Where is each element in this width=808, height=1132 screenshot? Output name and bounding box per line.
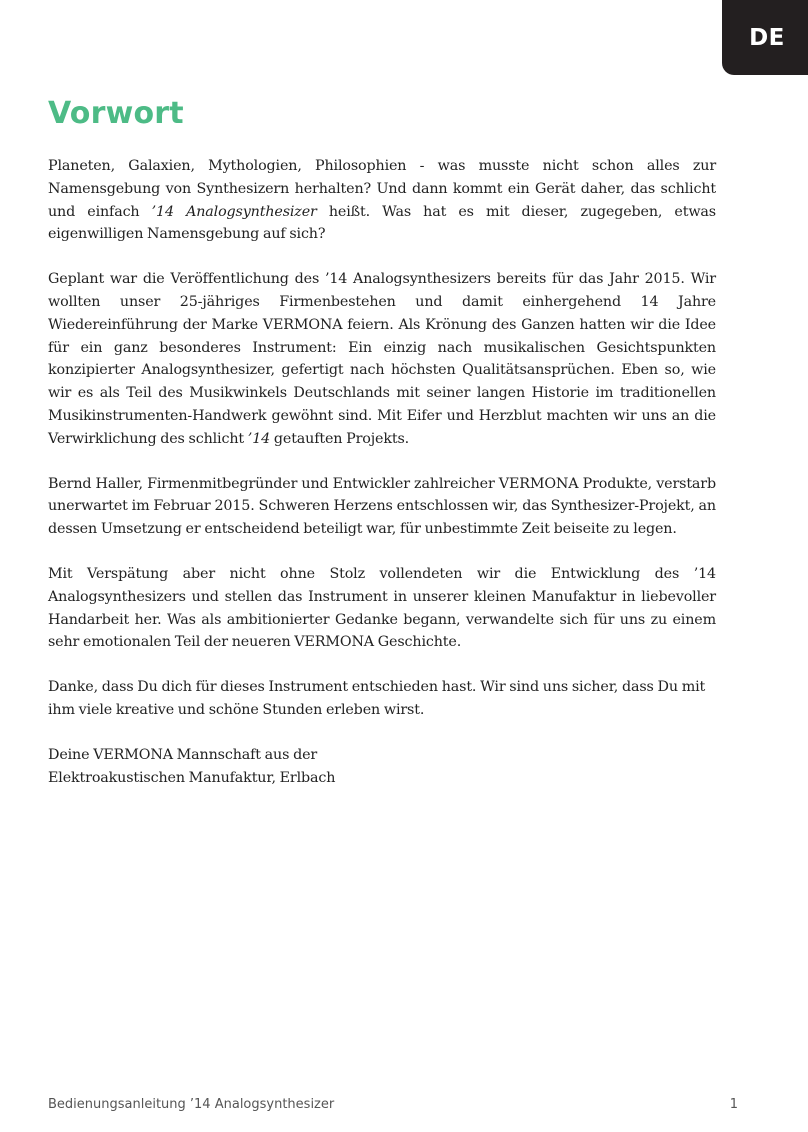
signature-line-2: Elektroakustischen Manufaktur, Erlbach (48, 769, 336, 786)
page-title: Vorwort (48, 96, 184, 131)
signature-line-1: Deine VERMONA Mannschaft aus der (48, 746, 318, 763)
document-body (48, 155, 716, 789)
paragraph-history-text-a: Geplant war die Veröffentlichung des ’14 Analogsynthesizers bereits für das Jahr 2015. Wir wollten unser 25-jähriges Firmenbestehen und damit einhergehend 14 Jahre Wiedereinführung der Marke VERMONA feiern. Als Krönung des Ganzen hatten wir die Idee für ein ganz besonderes Instrument: Ein einzig nach musikalischen Gesichtspunkten konzipierter Analogsynthesizer, gefertigt nach höchsten Qualitätsansprüchen. Eben so, wie wir es als Teil des Musikwinkels Deutschlands mit seiner langen Historie im traditionellen Musikinstrumenten-Handwerk gewöhnt sind. Mit Eifer und Herzblut machten wir uns an die Verwirklichung des schlicht (48, 271, 716, 447)
paragraph-intro-text-b: heißt. Was hat es mit dieser, zugegeben, etwas eigenwilligen Namensgebung auf sich? (48, 203, 716, 243)
paragraph-memorial: Bernd Haller, Firmenmitbegründer und Entwickler zahlreicher VERMONA Produkte, verstarb unerwartet im Februar 2015. Schweren Herzens entschlossen wir, das Synthesizer-Projekt, an dessen Umsetzung er entscheidend beteiligt war, für unbestimmte Zeit beiseite zu legen. (48, 475, 716, 538)
page-number: 1 (729, 1097, 738, 1112)
paragraph-intro (48, 155, 716, 246)
paragraph-intro-text-a: Planeten, Galaxien, Mythologien, Philosophien - was musste nicht schon alles zur Namensgebung von Synthesizern herhalten? Und dann kommt ein Gerät daher, das schlicht und einfach (48, 158, 716, 220)
paragraph-intro-product-name: ’14 Analogsynthesizer (151, 203, 317, 220)
paragraph-history (48, 268, 716, 450)
language-tab (722, 0, 808, 75)
page-footer (48, 1097, 738, 1112)
paragraph-thanks: Danke, dass Du dich für dieses Instrument entschieden hast. Wir sind uns sicher, dass Du mit ihm viele kreative und schöne Stunden erleben wirst. (48, 679, 706, 718)
paragraph-history-project-name: ’14 (247, 430, 271, 447)
paragraph-history-text-b: getauften Projekts. (270, 430, 410, 447)
paragraph-completion: Mit Verspätung aber nicht ohne Stolz vollendeten wir die Entwicklung des ’14 Analogsynthesizers und stellen das Instrument in unserer kleinen Manufaktur in liebevoller Handarbeit her. Was als ambitionierter Gedanke begann, verwandelte sich für uns zu einem sehr emotionalen Teil der neueren VERMONA Geschichte. (48, 565, 716, 651)
footer-title: Bedienungsanleitung ’14 Analogsynthesizer (48, 1097, 335, 1112)
language-label: DE (749, 24, 785, 51)
